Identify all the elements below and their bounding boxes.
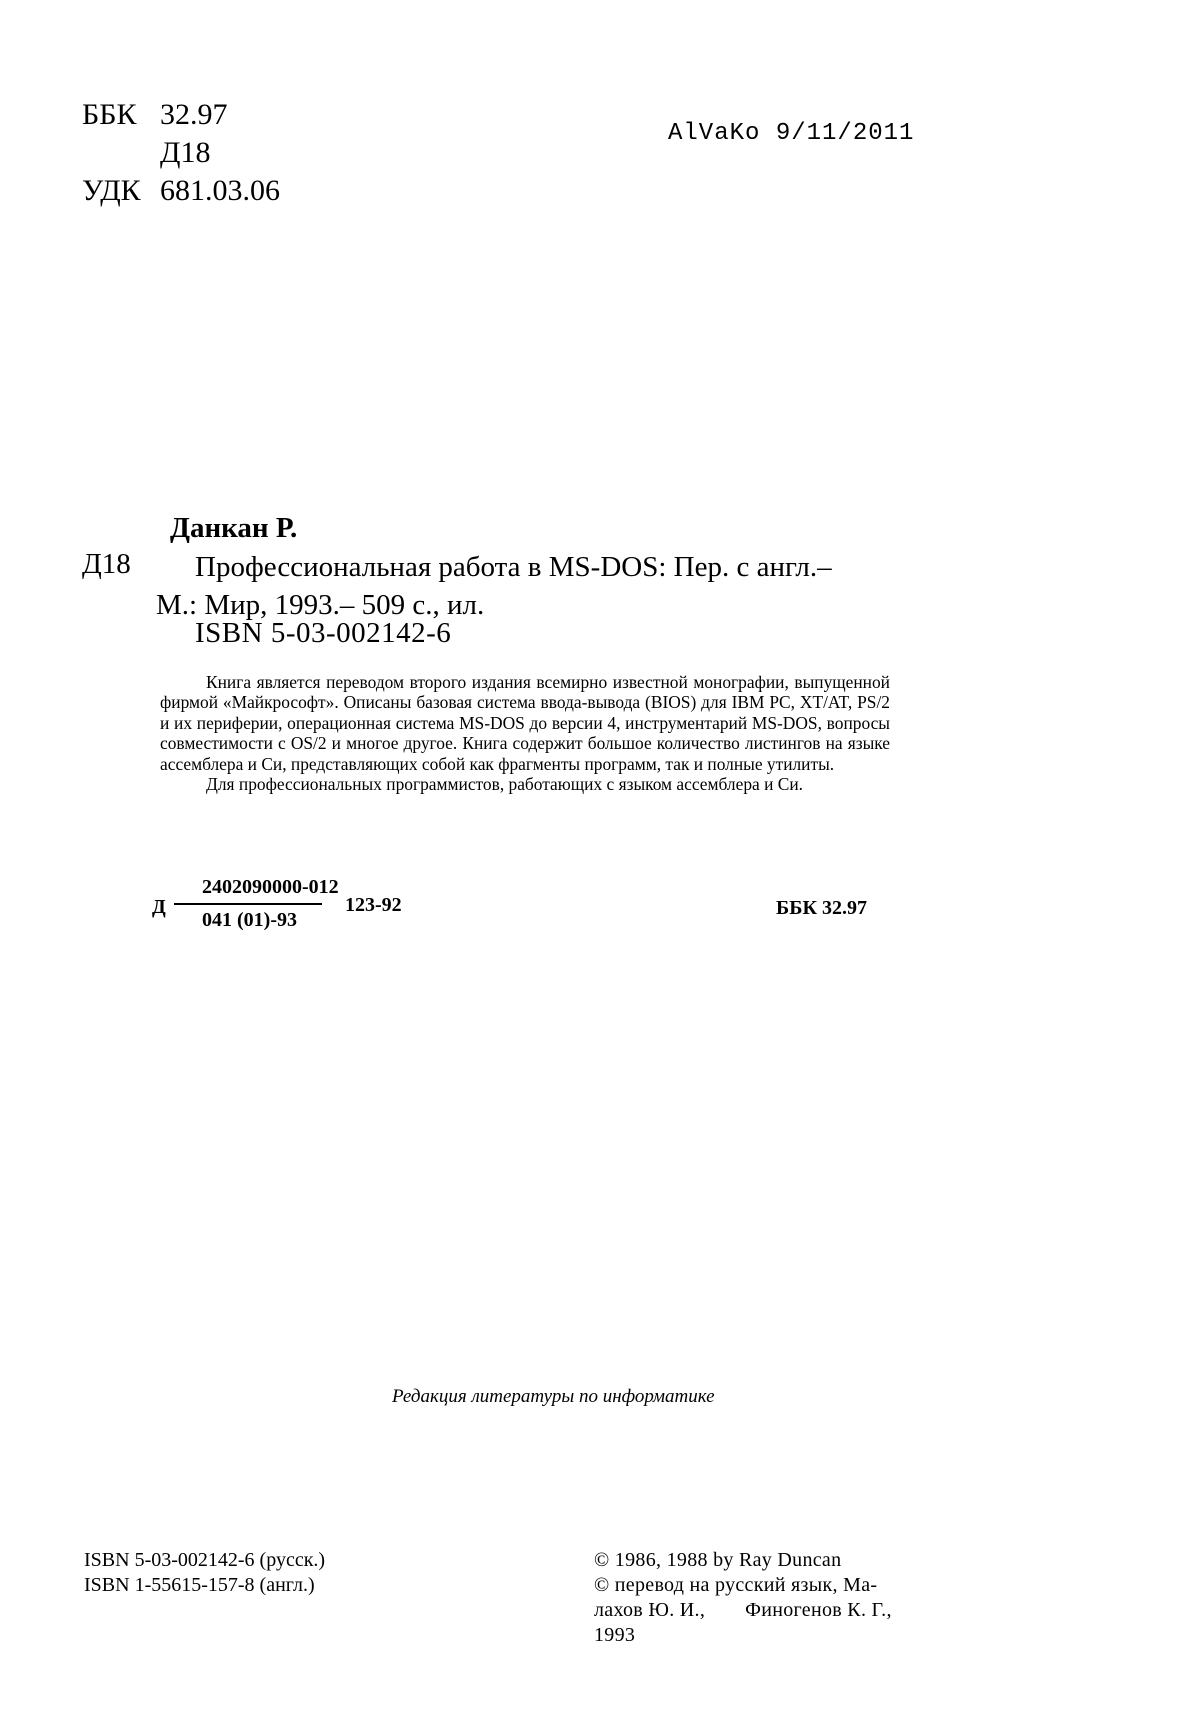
annotation xyxy=(160,672,890,794)
udk-code: 681.03.06 xyxy=(160,174,280,207)
isbn-main: ISBN 5-03-002142-6 xyxy=(195,617,452,649)
isbn-list xyxy=(84,1548,325,1598)
copyright-year: 1993 xyxy=(594,1624,636,1646)
bbk-row xyxy=(82,96,280,134)
udk-row xyxy=(82,172,280,210)
annotation-paragraph: Книга является переводом второго издания всемирно известной монографии, выпущенной фирмой «Майкрософт». Описаны базовая система ввода-вывода (BIOS) для IBM PC, XT/AT, PS/2 и их периферии, операционная система MS-DOS до версии 4, инструментарий MS-DOS, вопросы совместимости с OS/2 и многое другое. Книга содержит большое количество листингов на языке ассемблера и Си, представляющих собой как фрагменты программ, так и полные утилиты. xyxy=(160,672,890,774)
bbk-bottom-code: ББК 32.97 xyxy=(776,897,867,919)
author-mark-row xyxy=(82,134,280,172)
udk-label: УДК xyxy=(82,174,141,207)
isbn-russian: ISBN 5-03-002142-6 (русск.) xyxy=(84,1549,326,1571)
copyright-translators xyxy=(594,1598,892,1623)
translator-1: лахов Ю. И., xyxy=(594,1599,706,1621)
copyright-translation: © перевод на русский язык, Ма- xyxy=(594,1574,878,1596)
scanner-watermark: AlVaKo 9/11/2011 xyxy=(668,120,915,147)
author-mark: Д18 xyxy=(160,136,211,169)
author-name: Данкан Р. xyxy=(170,512,298,544)
classification-codes xyxy=(82,96,280,210)
title-line-2: М.: Мир, 1993.– 509 с., ил. xyxy=(156,589,485,621)
cipher-denominator: 041 (01)-93 xyxy=(202,909,297,931)
catalog-code: Д18 xyxy=(82,548,131,580)
cipher-numerator: 2402090000-012 xyxy=(202,876,339,898)
copyright-block xyxy=(594,1548,892,1648)
fraction-bar xyxy=(174,903,322,905)
copyright-original: © 1986, 1988 by Ray Duncan xyxy=(594,1549,842,1571)
title-line-1: Профессиональная работа в MS-DOS: Пер. с англ.– xyxy=(195,551,832,583)
bbk-code: 32.97 xyxy=(160,98,228,131)
annotation-audience: Для профессиональных программистов, работающих с языком ассемблера и Си. xyxy=(206,774,803,795)
isbn-english: ISBN 1-55615-157-8 (англ.) xyxy=(84,1574,315,1596)
cipher-letter: Д xyxy=(152,896,166,918)
title-description xyxy=(156,548,832,624)
editorial-board: Редакция литературы по информатике xyxy=(392,1386,715,1407)
cipher-reference: 123-92 xyxy=(345,894,402,916)
translator-2: Финогенов К. Г., xyxy=(745,1599,892,1621)
bbk-label: ББК xyxy=(82,98,137,131)
